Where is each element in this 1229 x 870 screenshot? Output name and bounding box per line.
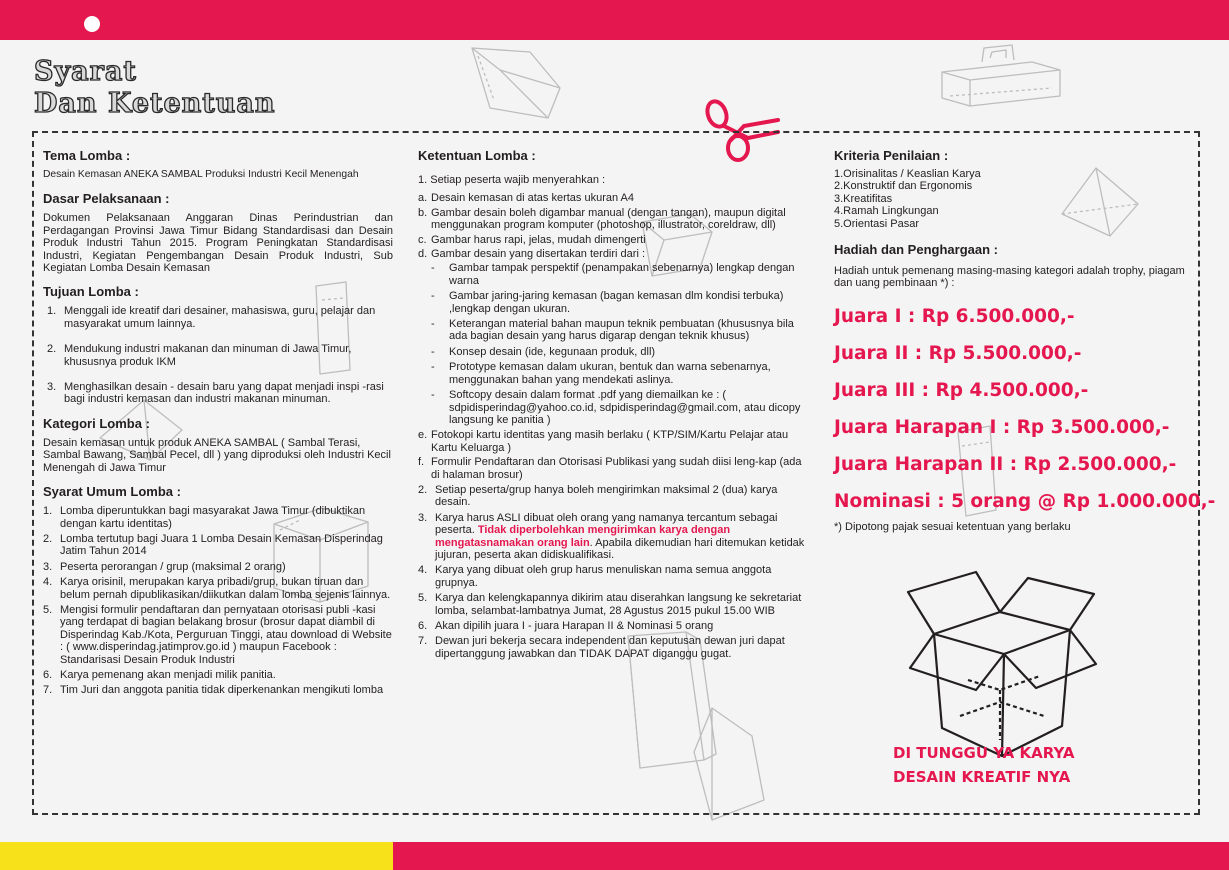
- list-item: 7. Tim Juri dan anggota panitia tidak diperkenankan mengikuti lomba: [43, 684, 384, 697]
- prize-juara-2: Juara II : Rp 5.500.000,-: [834, 342, 1082, 364]
- list-item: - Prototype kemasan dalam ukuran, bentuk dan warna sebenarnya, menggunakan bahan yang mendekati aslinya.: [431, 361, 771, 386]
- list-item: 2.Konstruktif dan Ergonomis: [834, 180, 973, 193]
- list-item: 1.Orisinalitas / Keaslian Karya: [834, 168, 981, 180]
- closing-line-2: DESAIN KREATIF NYA: [893, 768, 1071, 786]
- list-item: 3.Kreatifitas: [834, 192, 893, 205]
- kriteria-heading: Kriteria Penilaian :: [834, 148, 949, 163]
- list-item: 7. Dewan juri bekerja secara independent dan keputusan dewan juri dapat dipertanggung jawabkan dan TIDAK DAPAT diganggu gugat.: [418, 635, 785, 660]
- gambar-dash-list: [431, 262, 813, 426]
- list-item: 2. Setiap peserta/grup hanya boleh mengirimkan maksimal 2 (dua) karya desain.: [418, 483, 778, 509]
- dasar-heading: Dasar Pelaksanaan :: [43, 191, 170, 207]
- list-item: b. Gambar desain boleh digambar manual (dengan tangan), maupun digital menggunakan program komputer (photoshop, illustrator, coreldraw, dll): [418, 206, 786, 232]
- list-item: - Softcopy desain dalam format .pdf yang diemailkan ke : ( sdpidisperindag@yahoo.co.id, sdpidisperindag@gmail.com, atau dicopy langsung ke panitia ): [431, 389, 801, 426]
- list-item: e. Fotokopi kartu identitas yang masih berlaku ( KTP/SIM/Kartu Pelajar atau Kartu Keluarga ): [418, 429, 789, 454]
- sketch-carry-box-icon: [942, 45, 1060, 106]
- list-item: 6. Karya pemenang akan menjadi milik panitia.: [43, 668, 276, 681]
- list-item: 2. Lomba tertutup bagi Juara 1 Lomba Desain Kemasan Disperindag Jatim Tahun 2014: [43, 532, 383, 558]
- prize-nominasi: Nominasi : 5 orang @ Rp 1.000.000,-: [834, 490, 1216, 512]
- syarat-umum-heading: Syarat Umum Lomba :: [43, 484, 181, 500]
- closing-line-1: DI TUNGGU YA KARYA: [893, 744, 1075, 762]
- list-item: 5. Karya dan kelengkapannya dikirim atau diserahkan langsung ke sekretariat lomba, selambat-lambatnya Jumat, 28 Agustus 2015 pukul 15.00 WIB: [418, 592, 802, 617]
- list-item: c. Gambar harus rapi, jelas, mudah dimengerti: [418, 233, 646, 246]
- closing-message: [893, 741, 1153, 789]
- list-item: 3. Menghasilkan desain - desain baru yang dapat menjadi inspi -rasi bagi industri kemasan dan industri makanan minuman.: [47, 381, 384, 406]
- list-item: 4. Karya orisinil, merupakan karya pribadi/grup, bukan tiruan dan belum pernah dipublikasikan/diikutkan dalam lomba sejenis lainnya.: [43, 576, 391, 601]
- kategori-text: Desain kemasan untuk produk ANEKA SAMBAL ( Sambal Terasi, Sambal Bawang, Sambal Pecel, dll ) yang diproduksi oleh Industri Kecil Menengah di Jawa Timur: [43, 436, 391, 474]
- list-item: 5. Mengisi formulir pendaftaran dan pernyataan otorisasi publi -kasi yang terdapat di bagian belakang brosur (brosur dapat diambil di Disperindag Kab./Kota, Perguruan Tinggi, atau download di Website : ( www.disperindag.jatimprov.go.id ) maupun Facebook : Standarisasi Desain Produk Industri: [43, 603, 392, 666]
- list-item: - Gambar tampak perspektif (penampakan sebenarnya) lengkap dengan warna: [431, 262, 795, 287]
- list-item: 3. Karya harus ASLI dibuat oleh orang yang namanya tercantum sebagai peserta. Tidak diperbolehkan mengirimkan karya dengan mengatasnamakan orang lain. Apabila dikemudian hari ditemukan ketidak jujuran, peserta akan didiskualifikasi.: [418, 511, 805, 561]
- column-right: [834, 148, 1216, 533]
- list-item: a. Desain kemasan di atas kertas ukuran A4: [418, 192, 635, 205]
- list-item: f. Formulir Pendaftaran dan Otorisasi Publikasi yang sudah diisi leng-kap (ada di halaman brosur): [418, 456, 802, 481]
- list-item: 4.Ramah Lingkungan: [834, 205, 939, 218]
- prize-list: [834, 305, 1216, 513]
- sketch-pyramid-top-icon: [472, 48, 560, 118]
- hadiah-intro: Hadiah untuk pemenang masing-masing kategori adalah trophy, piagam dan uang pembinaan *) :: [834, 265, 1185, 290]
- kategori-heading: Kategori Lomba :: [43, 415, 150, 431]
- prize-juara-1: Juara I : Rp 6.500.000,-: [834, 305, 1075, 327]
- list-item: - Gambar jaring-jaring kemasan (bagan kemasan dlm kondisi terbuka) ,lengkap dengan ukuran.: [431, 290, 784, 315]
- dasar-text: Dokumen Pelaksanaan Anggaran Dinas Perindustrian dan Perdagangan Provinsi Jawa Timur Bidang Standardisasi dan Desain Produk Industri Tahun 2015. Program Peningkatan Standardisasi Industri, Kegiatan Pengembangan Desain Produk Industri, Sub Kegiatan Lomba Desain Kemasan: [43, 212, 393, 275]
- kriteria-list: [834, 168, 1194, 230]
- prize-harapan-1: Juara Harapan I : Rp 3.500.000,-: [834, 416, 1170, 438]
- tujuan-heading: Tujuan Lomba :: [43, 284, 139, 300]
- ketentuan-item-1: 1. Setiap peserta wajib menyerahkan :: [418, 174, 606, 186]
- ketentuan-heading: Ketentuan Lomba :: [418, 148, 536, 163]
- list-item: 1. Menggali ide kreatif dari desainer, mahasiswa, guru, pelajar dan masyarakat umum lainnya.: [47, 305, 376, 330]
- list-item: 4. Karya yang dibuat oleh grup harus menuliskan nama semua anggota grupnya.: [418, 564, 772, 589]
- warning-highlight: Tidak diperbolehkan mengirimkan karya dengan mengatasnamakan orang lain: [435, 524, 731, 549]
- tujuan-list: [43, 305, 393, 405]
- ketentuan-sublist: [418, 192, 813, 481]
- column-left: [43, 148, 393, 700]
- tema-heading: Tema Lomba :: [43, 148, 131, 163]
- title-line-2: Dan Ketentuan: [34, 88, 276, 119]
- column-middle: [418, 148, 813, 663]
- tema-text: Desain Kemasan ANEKA SAMBAL Produksi Industri Kecil Menengah: [43, 169, 359, 180]
- syarat-umum-list: [43, 505, 393, 697]
- tax-note: *) Dipotong pajak sesuai ketentuan yang berlaku: [834, 520, 1071, 533]
- prize-juara-3: Juara III : Rp 4.500.000,-: [834, 379, 1089, 401]
- hadiah-heading: Hadiah dan Penghargaan :: [834, 242, 998, 258]
- list-item: 6. Akan dipilih juara I - juara Harapan II & Nominasi 5 orang: [418, 620, 714, 632]
- list-item: 2. Mendukung industri makanan dan minuman di Jawa Timur, khususnya produk IKM: [47, 343, 352, 368]
- list-item: d. Gambar desain yang disertakan terdiri dari : - Gambar tampak perspektif (penampakan sebenarnya) lengkap dengan warna - Gambar jaring-jaring kemasan (bagan kemasan dlm kondisi terbuka) ,lengkap dengan ukuran. - Keterangan material bahan maupun teknik pembuatan (khususnya bila ada bagian desain yang harus digarap dengan teknik khusus) - Konsep desain (ide, kegunaan produk, dll) - Prototype kemasan dalam ukuran, bentuk dan warna sebenarnya, menggunakan bahan yang mendekati aslinya. - Softcopy desain dalam format .pdf yang diemailkan ke : ( sdpidisperindag@yahoo.co.id, sdpidisperindag@gmail.com, atau dicopy langsung ke panitia ): [418, 248, 813, 426]
- prize-harapan-2: Juara Harapan II : Rp 2.500.000,-: [834, 453, 1177, 475]
- list-item: 5.Orientasi Pasar: [834, 217, 919, 230]
- page-title: [34, 56, 276, 120]
- ketentuan-list: [418, 484, 813, 660]
- list-item: 1. Lomba diperuntukkan bagi masyarakat Jawa Timur (dibuktikan dengan kartu identitas): [43, 505, 366, 530]
- list-item: - Konsep desain (ide, kegunaan produk, dll): [431, 345, 656, 358]
- title-line-1: Syarat: [34, 56, 137, 87]
- list-item: - Keterangan material bahan maupun teknik pembuatan (khususnya bila ada bagian desain yang harus digarap dengan teknik khusus): [431, 318, 794, 343]
- list-item: 3. Peserta perorangan / grup (maksimal 2 orang): [43, 560, 286, 573]
